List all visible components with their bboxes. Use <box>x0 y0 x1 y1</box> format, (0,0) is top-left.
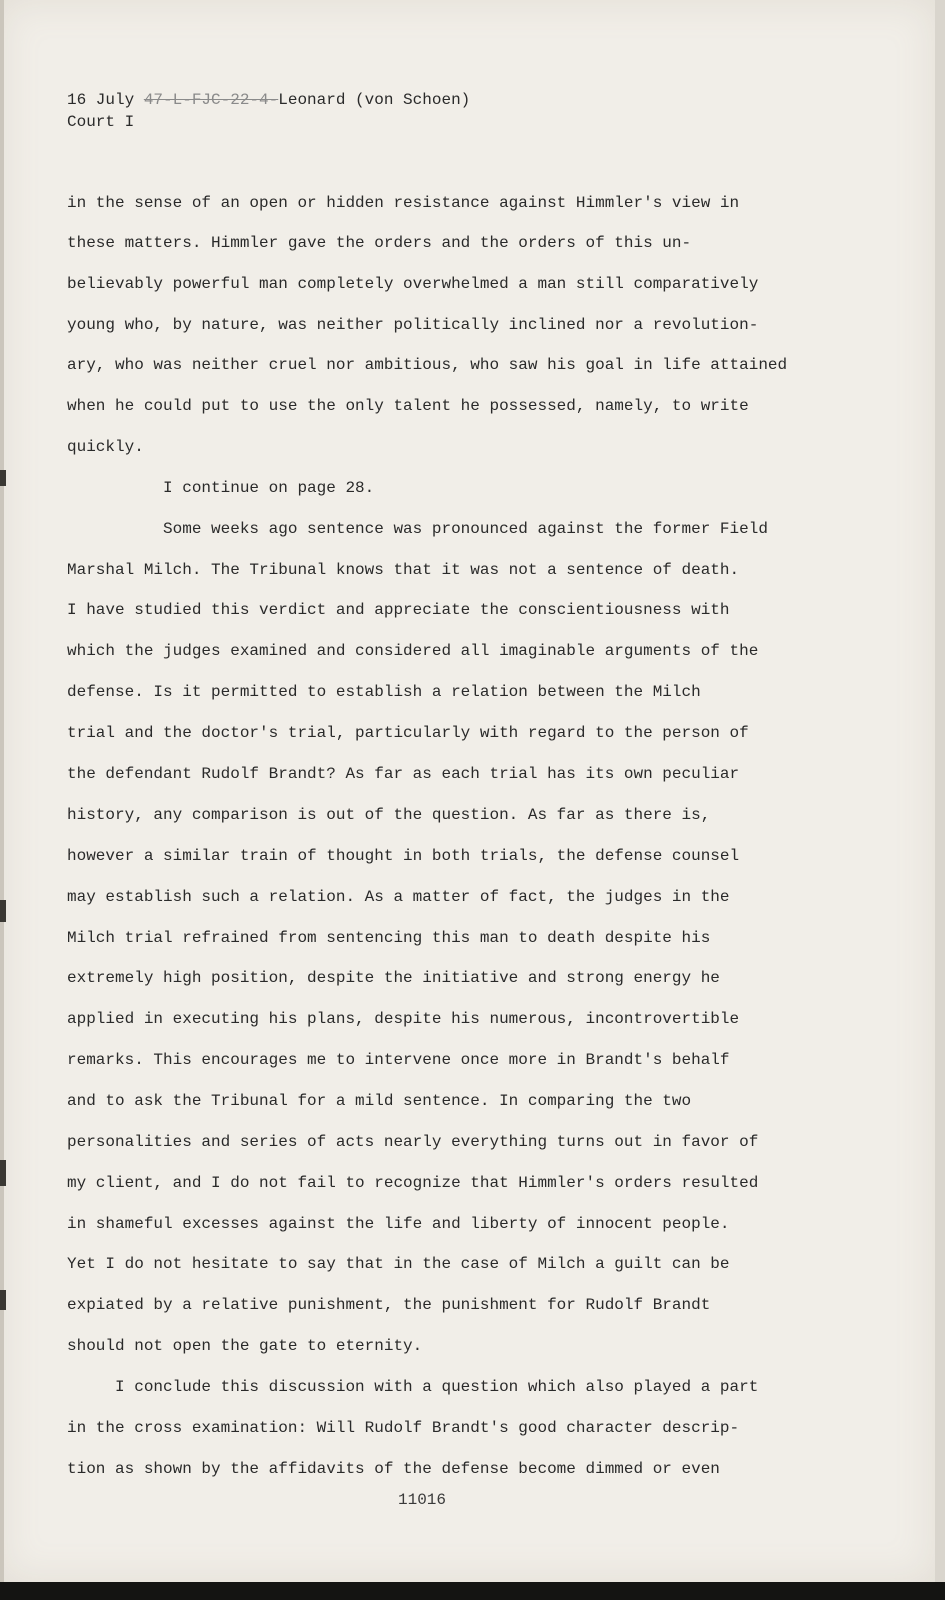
body-line: in the cross examination: Will Rudolf Brandt's good character descrip- <box>67 1419 740 1437</box>
body-line: personalities and series of acts nearly everything turns out in favor of <box>67 1133 759 1151</box>
body-line: tion as shown by the affidavits of the defense become dimmed or even <box>67 1460 720 1478</box>
body-line: should not open the gate to eternity. <box>67 1337 423 1355</box>
body-line: Yet I do not hesitate to say that in the case of Milch a guilt can be <box>67 1255 730 1273</box>
body-line: I conclude this discussion with a question which also played a part <box>67 1378 759 1396</box>
body-line: expiated by a relative punishment, the punishment for Rudolf Brandt <box>67 1296 711 1314</box>
body-line: believably powerful man completely overwhelmed a man still comparatively <box>67 275 759 293</box>
body-line: in shameful excesses against the life and liberty of innocent people. <box>67 1215 730 1233</box>
binding-hole-mark <box>0 900 6 922</box>
struck-case-code: 47-L-FJC-22-4- <box>143 91 279 109</box>
body-line: I have studied this verdict and appreciate the conscientiousness with <box>67 601 730 619</box>
body-line: Marshal Milch. The Tribunal knows that it was not a sentence of death. <box>67 561 740 579</box>
body-line: the defendant Rudolf Brandt? As far as each trial has its own peculiar <box>67 765 740 783</box>
page-number: 11016 <box>398 1491 447 1509</box>
body-line: history, any comparison is out of the question. As far as there is, <box>67 806 711 824</box>
body-line: and to ask the Tribunal for a mild sentence. In comparing the two <box>67 1092 692 1110</box>
body-line: in the sense of an open or hidden resistance against Himmler's view in <box>67 194 740 212</box>
binding-hole-mark <box>0 1160 6 1186</box>
body-line: which the judges examined and considered all imaginable arguments of the <box>67 642 759 660</box>
body-line: quickly. <box>67 438 144 456</box>
body-line: when he could put to use the only talent he possessed, namely, to write <box>67 397 749 415</box>
body-line: these matters. Himmler gave the orders and the orders of this un- <box>67 234 692 252</box>
body-line: I continue on page 28. <box>67 479 375 497</box>
page-left-edge <box>0 0 4 1582</box>
page-right-edge <box>935 0 945 1582</box>
header-date: 16 July <box>67 91 144 109</box>
body-line: remarks. This encourages me to intervene once more in Brandt's behalf <box>67 1051 730 1069</box>
body-line: ary, who was neither cruel nor ambitious, who saw his goal in life attained <box>67 356 788 374</box>
body-line: extremely high position, despite the initiative and strong energy he <box>67 969 720 987</box>
header-witness: Leonard (von Schoen) <box>278 91 471 109</box>
court-label: Court I <box>67 113 135 131</box>
body-line: however a similar train of thought in both trials, the defense counsel <box>67 847 740 865</box>
binding-hole-mark <box>0 1290 6 1310</box>
body-line: defense. Is it permitted to establish a relation between the Milch <box>67 683 701 701</box>
body-line: my client, and I do not fail to recognize that Himmler's orders resulted <box>67 1174 759 1192</box>
header-line <box>67 90 470 110</box>
body-line: Milch trial refrained from sentencing this man to death despite his <box>67 929 711 947</box>
body-line: young who, by nature, was neither politically inclined nor a revolution- <box>67 316 759 334</box>
body-line: trial and the doctor's trial, particularly with regard to the person of <box>67 724 749 742</box>
binding-hole-mark <box>0 470 6 486</box>
body-line: Some weeks ago sentence was pronounced against the former Field <box>67 520 768 538</box>
scanner-bottom-strip <box>0 1582 945 1600</box>
body-line: may establish such a relation. As a matter of fact, the judges in the <box>67 888 730 906</box>
body-line: applied in executing his plans, despite his numerous, incontrovertible <box>67 1010 740 1028</box>
